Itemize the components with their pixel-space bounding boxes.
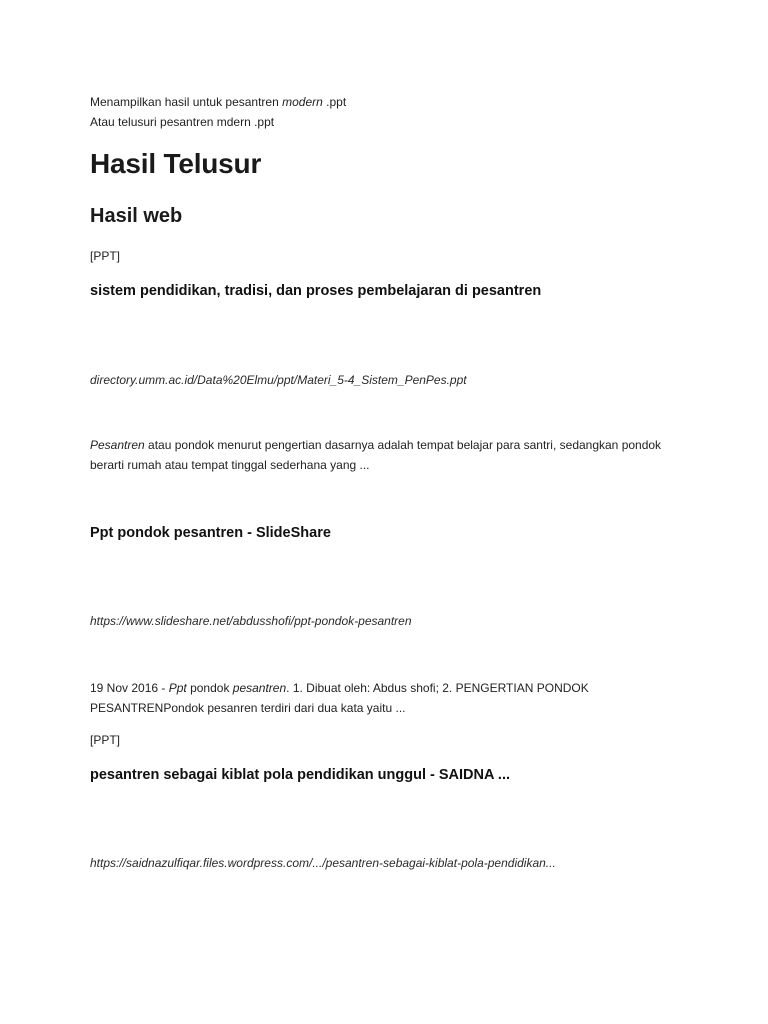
- result-2-snippet-mid: pondok: [186, 681, 233, 695]
- result-2-title-link[interactable]: Ppt pondok pesantren - SlideShare: [90, 525, 331, 541]
- result-1-url: directory.umm.ac.id/Data%20Elmu/ppt/Materi_5-4_Sistem_PenPes.ppt: [90, 373, 467, 387]
- section-title: Hasil web: [90, 205, 183, 227]
- result-2-snippet-highlight-1: Ppt: [168, 681, 187, 695]
- result-2-snippet: [90, 678, 680, 718]
- result-1-snippet-highlight: Pesantren: [90, 438, 145, 452]
- search-instead-link[interactable]: Atau telusuri pesantren mdern .ppt: [90, 115, 275, 129]
- result-1-snippet: [90, 435, 680, 475]
- result-2-snippet-highlight-2: pesantren: [232, 681, 287, 695]
- result-2-snippet-text: . 1. Dibuat oleh: Abdus shofi; 2. PENGERTIAN PONDOK PESANTRENPondok pesanren terdiri dari dua kata yaitu ...: [90, 681, 589, 715]
- showing-results-prefix: Menampilkan hasil untuk pesantren: [90, 95, 283, 109]
- result-3-title-link[interactable]: pesantren sebagai kiblat pola pendidikan unggul - SAIDNA ...: [90, 767, 511, 783]
- result-3-file-tag: [PPT]: [90, 733, 121, 747]
- result-1-title-link[interactable]: sistem pendidikan, tradisi, dan proses pembelajaran di pesantren: [90, 283, 542, 299]
- page-title: Hasil Telusur: [90, 148, 262, 179]
- result-2-url: https://www.slideshare.net/abdusshofi/ppt-pondok-pesantren: [90, 614, 412, 628]
- result-1-file-tag: [PPT]: [90, 249, 121, 263]
- result-2-snippet-date: 19 Nov 2016 -: [90, 681, 169, 695]
- showing-results-line: [90, 92, 346, 112]
- result-3-url: https://saidnazulfiqar.files.wordpress.com/.../pesantren-sebagai-kiblat-pola-pendidikan...: [90, 856, 556, 870]
- result-1-snippet-text: atau pondok menurut pengertian dasarnya adalah tempat belajar para santri, sedangkan pondok berarti rumah atau tempat tinggal sederhana yang ...: [90, 438, 662, 472]
- showing-results-suffix: .ppt: [322, 95, 347, 109]
- corrected-term-link[interactable]: modern: [282, 95, 323, 109]
